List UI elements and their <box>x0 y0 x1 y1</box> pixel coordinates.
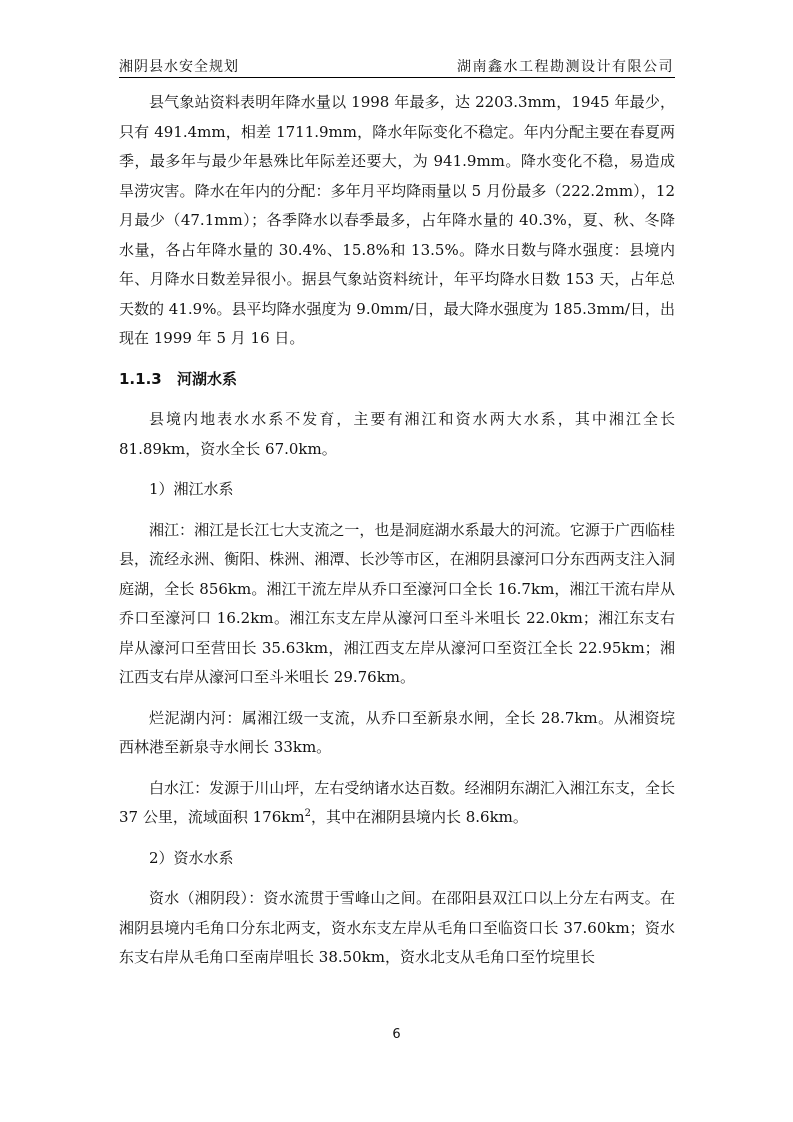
header-rule <box>119 77 675 78</box>
paragraph-baishuijiang <box>119 774 675 833</box>
paragraph-lannihu: 烂泥湖内河：属湘江级一支流，从乔口至新泉水闸，全长 28.7km。从湘资垸西林港至新泉寺水闸长 33km。 <box>119 708 675 756</box>
page-number: 6 <box>392 1027 401 1042</box>
header-document-title: 湘阴县水安全规划 <box>119 59 239 75</box>
header-company-name: 湖南鑫水工程勘测设计有限公司 <box>457 59 674 75</box>
baishuijiang-text-b: ，其中在湘阴县境内长 8.6km。 <box>310 808 528 826</box>
area-unit-superscript: 2 <box>304 808 311 819</box>
paragraph-precipitation: 县气象站资料表明年降水量以 1998 年最多，达 2203.3mm，1945 年最少，只有 491.4mm，相差 1711.9mm，降水年际变化不稳定。年内分配主要在春夏两季，最多年与最少年悬殊比年际差还要大，为 941.9mm。降水变化不稳，易造成旱涝灾害。降水在年内的分配：多年月平均降雨量以 5 月份最多（222.2mm），12 月最少（47.1mm）；各季降水以春季最多，占年降水量的 40.3%，夏、秋、冬降水量，各占年降水量的 30.4%、15.8%和 13.5%。降水日数与降水强度：县境内年、月降水日数差异很小。据县气象站资料统计，年平均降水日数 153 天，占年总天数的 41.9%。县平均降水强度为 9.0mm/日，最大降水强度为 185.3mm/日，出现在 1999 年 5 月 16 日。 <box>119 93 675 347</box>
document-body <box>119 88 675 973</box>
section-number: 1.1.3 <box>119 369 162 388</box>
paragraph-xiangjiang: 湘江：湘江是长江七大支流之一，也是洞庭湖水系最大的河流。它源于广西临桂县，流经永洲、衡阳、株洲、湘潭、长沙等市区，在湘阴县濠河口分东西两支注入洞庭湖，全长 856km。湘江干流左岸从乔口至濠河口全长 16.7km，湘江干流右岸从乔口至濠河口 16.2km。湘江东支左岸从濠河口至斗米咀长 22.0km；湘江东支右岸从濠河口至营田长 35.63km，湘江西支左岸从濠河口至资江全长 22.95km；湘江西支右岸从濠河口至斗米咀长 29.76km。 <box>119 520 675 686</box>
section-title: 河湖水系 <box>176 369 237 388</box>
baishuijiang-text-a: 白水江：发源于川山坪，左右受纳诸水达百数。经湘阴东湖汇入湘江东支，全长 37 公里，流域面积 176km <box>119 778 675 826</box>
subheading-xiangjiang: 1）湘江水系 <box>149 480 234 498</box>
paragraph-river-overview: 县境内地表水水系不发育，主要有湘江和资水两大水系，其中湘江全长 81.89km，资水全长 67.0km。 <box>119 410 675 458</box>
paragraph-zishui: 资水（湘阴段）：资水流贯于雪峰山之间。在邵阳县双江口以上分左右两支。在湘阴县境内毛角口分东北两支，资水东支左岸从毛角口至临资口长 37.60km；资水东支右岸从毛角口至南岸咀长 38.50km，资水北支从毛角口至竹垸里长 <box>119 889 675 966</box>
section-heading <box>119 365 675 395</box>
subheading-zishui: 2）资水水系 <box>149 848 234 867</box>
